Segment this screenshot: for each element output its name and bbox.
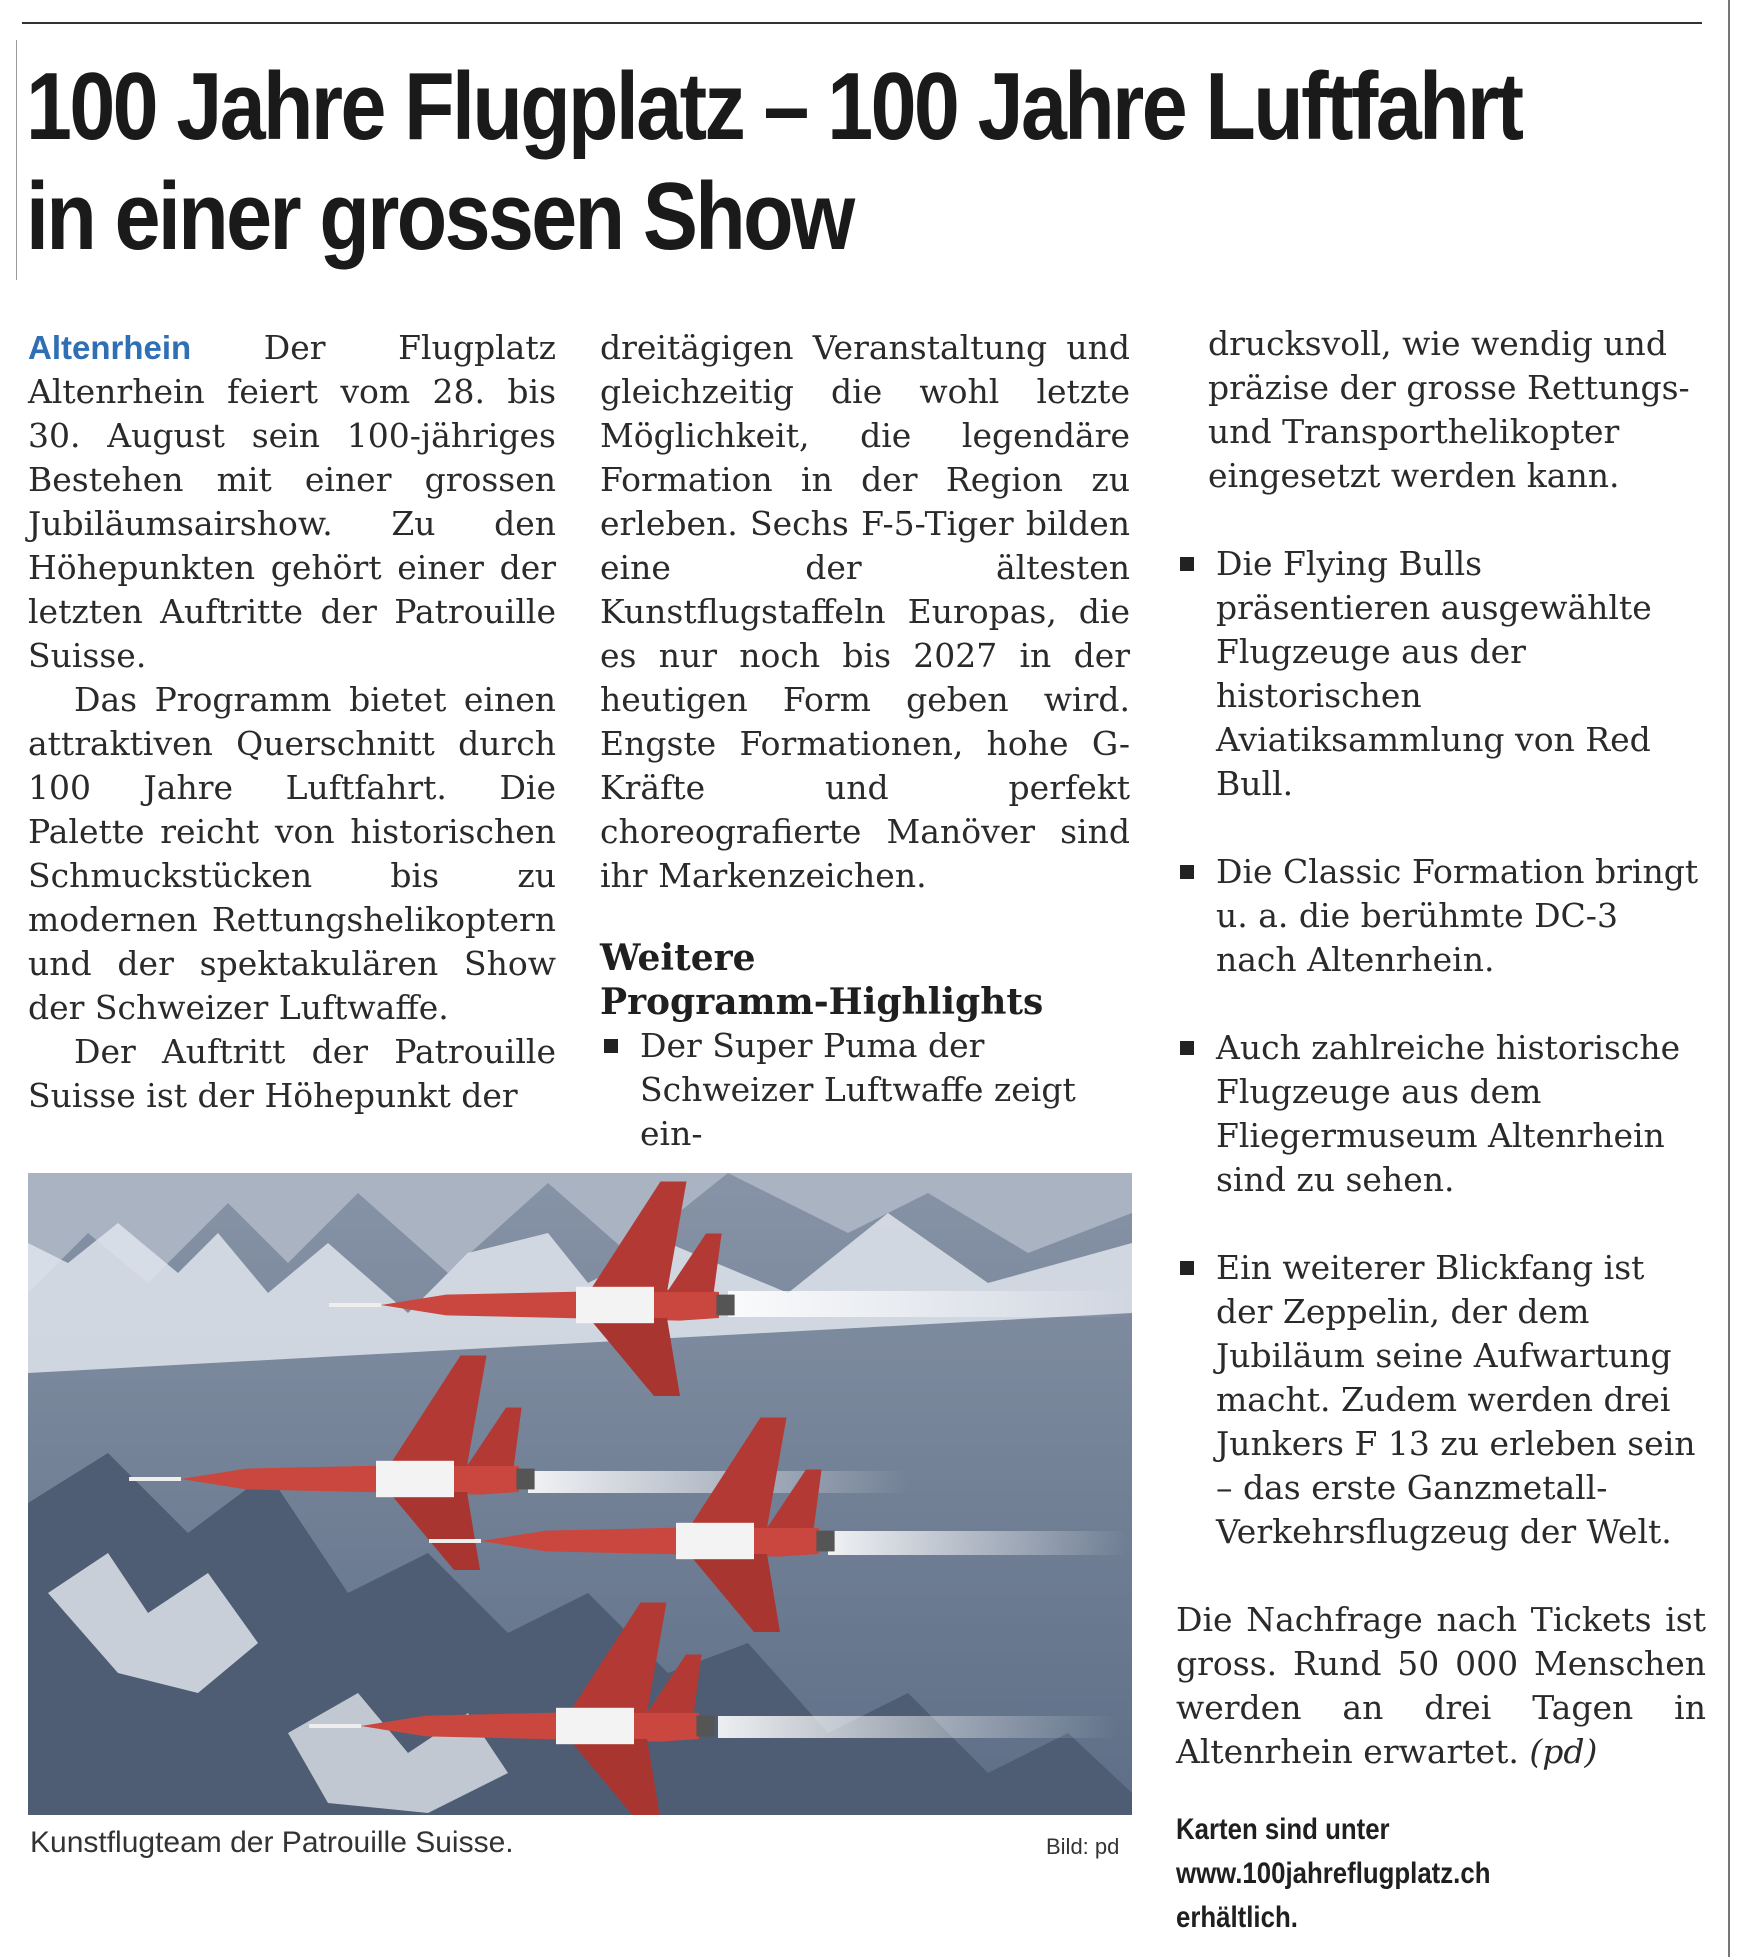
highlight-continuation: drucksvoll, wie wendig und präzise der grosse Rettungs- und Transporthelikopter eingesetzt werden kann. [1208, 324, 1690, 495]
ticket-info [1176, 1808, 1632, 1940]
highlight-text: Ein weiterer Blickfang ist der Zeppelin, der dem Jubiläum seine Aufwartung macht. Zudem werden drei Junkers F 13 zu erleben sein – das erste Ganzmetall-Verkehrsflugzeug der Welt. [1216, 1248, 1696, 1551]
closing-paragraph [1176, 1598, 1706, 1774]
highlight-item [1176, 1246, 1706, 1554]
column-2 [600, 326, 1130, 1156]
bullet-square-icon [1180, 865, 1194, 879]
headline [26, 52, 1522, 272]
highlight-item [1176, 850, 1706, 982]
right-rule [1728, 0, 1730, 1957]
bullet-square-icon [1180, 1261, 1194, 1275]
bullet-square-icon [1180, 1041, 1194, 1055]
headline-line-2: in einer grossen Show [26, 163, 853, 270]
photo-patrouille-suisse [28, 1173, 1132, 1815]
bullet-square-icon [604, 1039, 618, 1053]
lead-paragraph [28, 326, 556, 678]
column-3 [1176, 322, 1706, 1940]
column-1 [28, 326, 556, 1118]
dateline: Altenrhein [28, 329, 192, 366]
left-rule [16, 40, 17, 280]
ticket-url: www.100jahreflugplatz.ch [1176, 1857, 1491, 1890]
photo-caption: Kunstflugteam der Patrouille Suisse. [30, 1826, 514, 1859]
jets-illustration [28, 1173, 1132, 1815]
ticket-info-line-3: erhältlich. [1176, 1901, 1298, 1934]
ticket-info-line-1: Karten sind unter [1176, 1813, 1390, 1846]
highlight-text: Die Classic Formation bringt u. a. die berühmte DC-3 nach Altenrhein. [1216, 852, 1699, 979]
lead-text: Der Flugplatz Altenrhein feiert vom 28. bis 30. August sein 100-jähriges Bestehen mit einer grossen Jubiläumsairshow. Zu den Höhepunkten gehört einer der letzten Auftritte der Patrouille Suisse. [28, 328, 556, 675]
author-credit: (pd) [1529, 1732, 1598, 1771]
subheading-line-1: Weitere [600, 937, 756, 979]
top-rule [22, 22, 1702, 24]
highlight-item [600, 1024, 1130, 1156]
closing-text: Die Nachfrage nach Tickets ist gross. Rund 50 000 Menschen werden an drei Tagen in Altenrhein erwartet. [1176, 1600, 1706, 1771]
highlight-item [1176, 1026, 1706, 1202]
subheading-line-2: Programm-Highlights [600, 981, 1044, 1023]
paragraph-4: dreitägigen Veranstaltung und gleichzeitig die wohl letzte Möglichkeit, die legendäre Formation in der Region zu erleben. Sechs F-5-Tiger bilden eine der ältesten Kunstflugstaffeln Europas, die es nur noch bis 2027 in der heutigen Form geben wird. Engste Formationen, hohe G-Kräfte und perfekt choreografierte Manöver sind ihr Markenzeichen. [600, 328, 1130, 895]
photo-credit: Bild: pd [1046, 1834, 1120, 1859]
highlight-item [1176, 542, 1706, 806]
paragraph-2: Das Programm bietet einen attraktiven Querschnitt durch 100 Jahre Luftfahrt. Die Palette reicht von historischen Schmuckstücken bis zu modernen Rettungshelikoptern und der spektakulären Show der Schweizer Luftwaffe. [28, 680, 556, 1027]
highlight-text: Der Super Puma der Schweizer Luftwaffe zeigt ein- [640, 1026, 1076, 1153]
bullet-square-icon [1180, 557, 1194, 571]
highlight-text: Die Flying Bulls präsentieren ausgewählte Flugzeuge aus der historischen Aviatiksammlung von Red Bull. [1216, 544, 1652, 803]
highlight-text: Auch zahlreiche historische Flugzeuge aus dem Fliegermuseum Altenrhein sind zu sehen. [1216, 1028, 1681, 1199]
headline-line-1: 100 Jahre Flugplatz – 100 Jahre Luftfahrt [26, 53, 1522, 160]
paragraph-3: Der Auftritt der Patrouille Suisse ist der Höhepunkt der [28, 1032, 556, 1115]
subheading [600, 936, 1130, 1024]
